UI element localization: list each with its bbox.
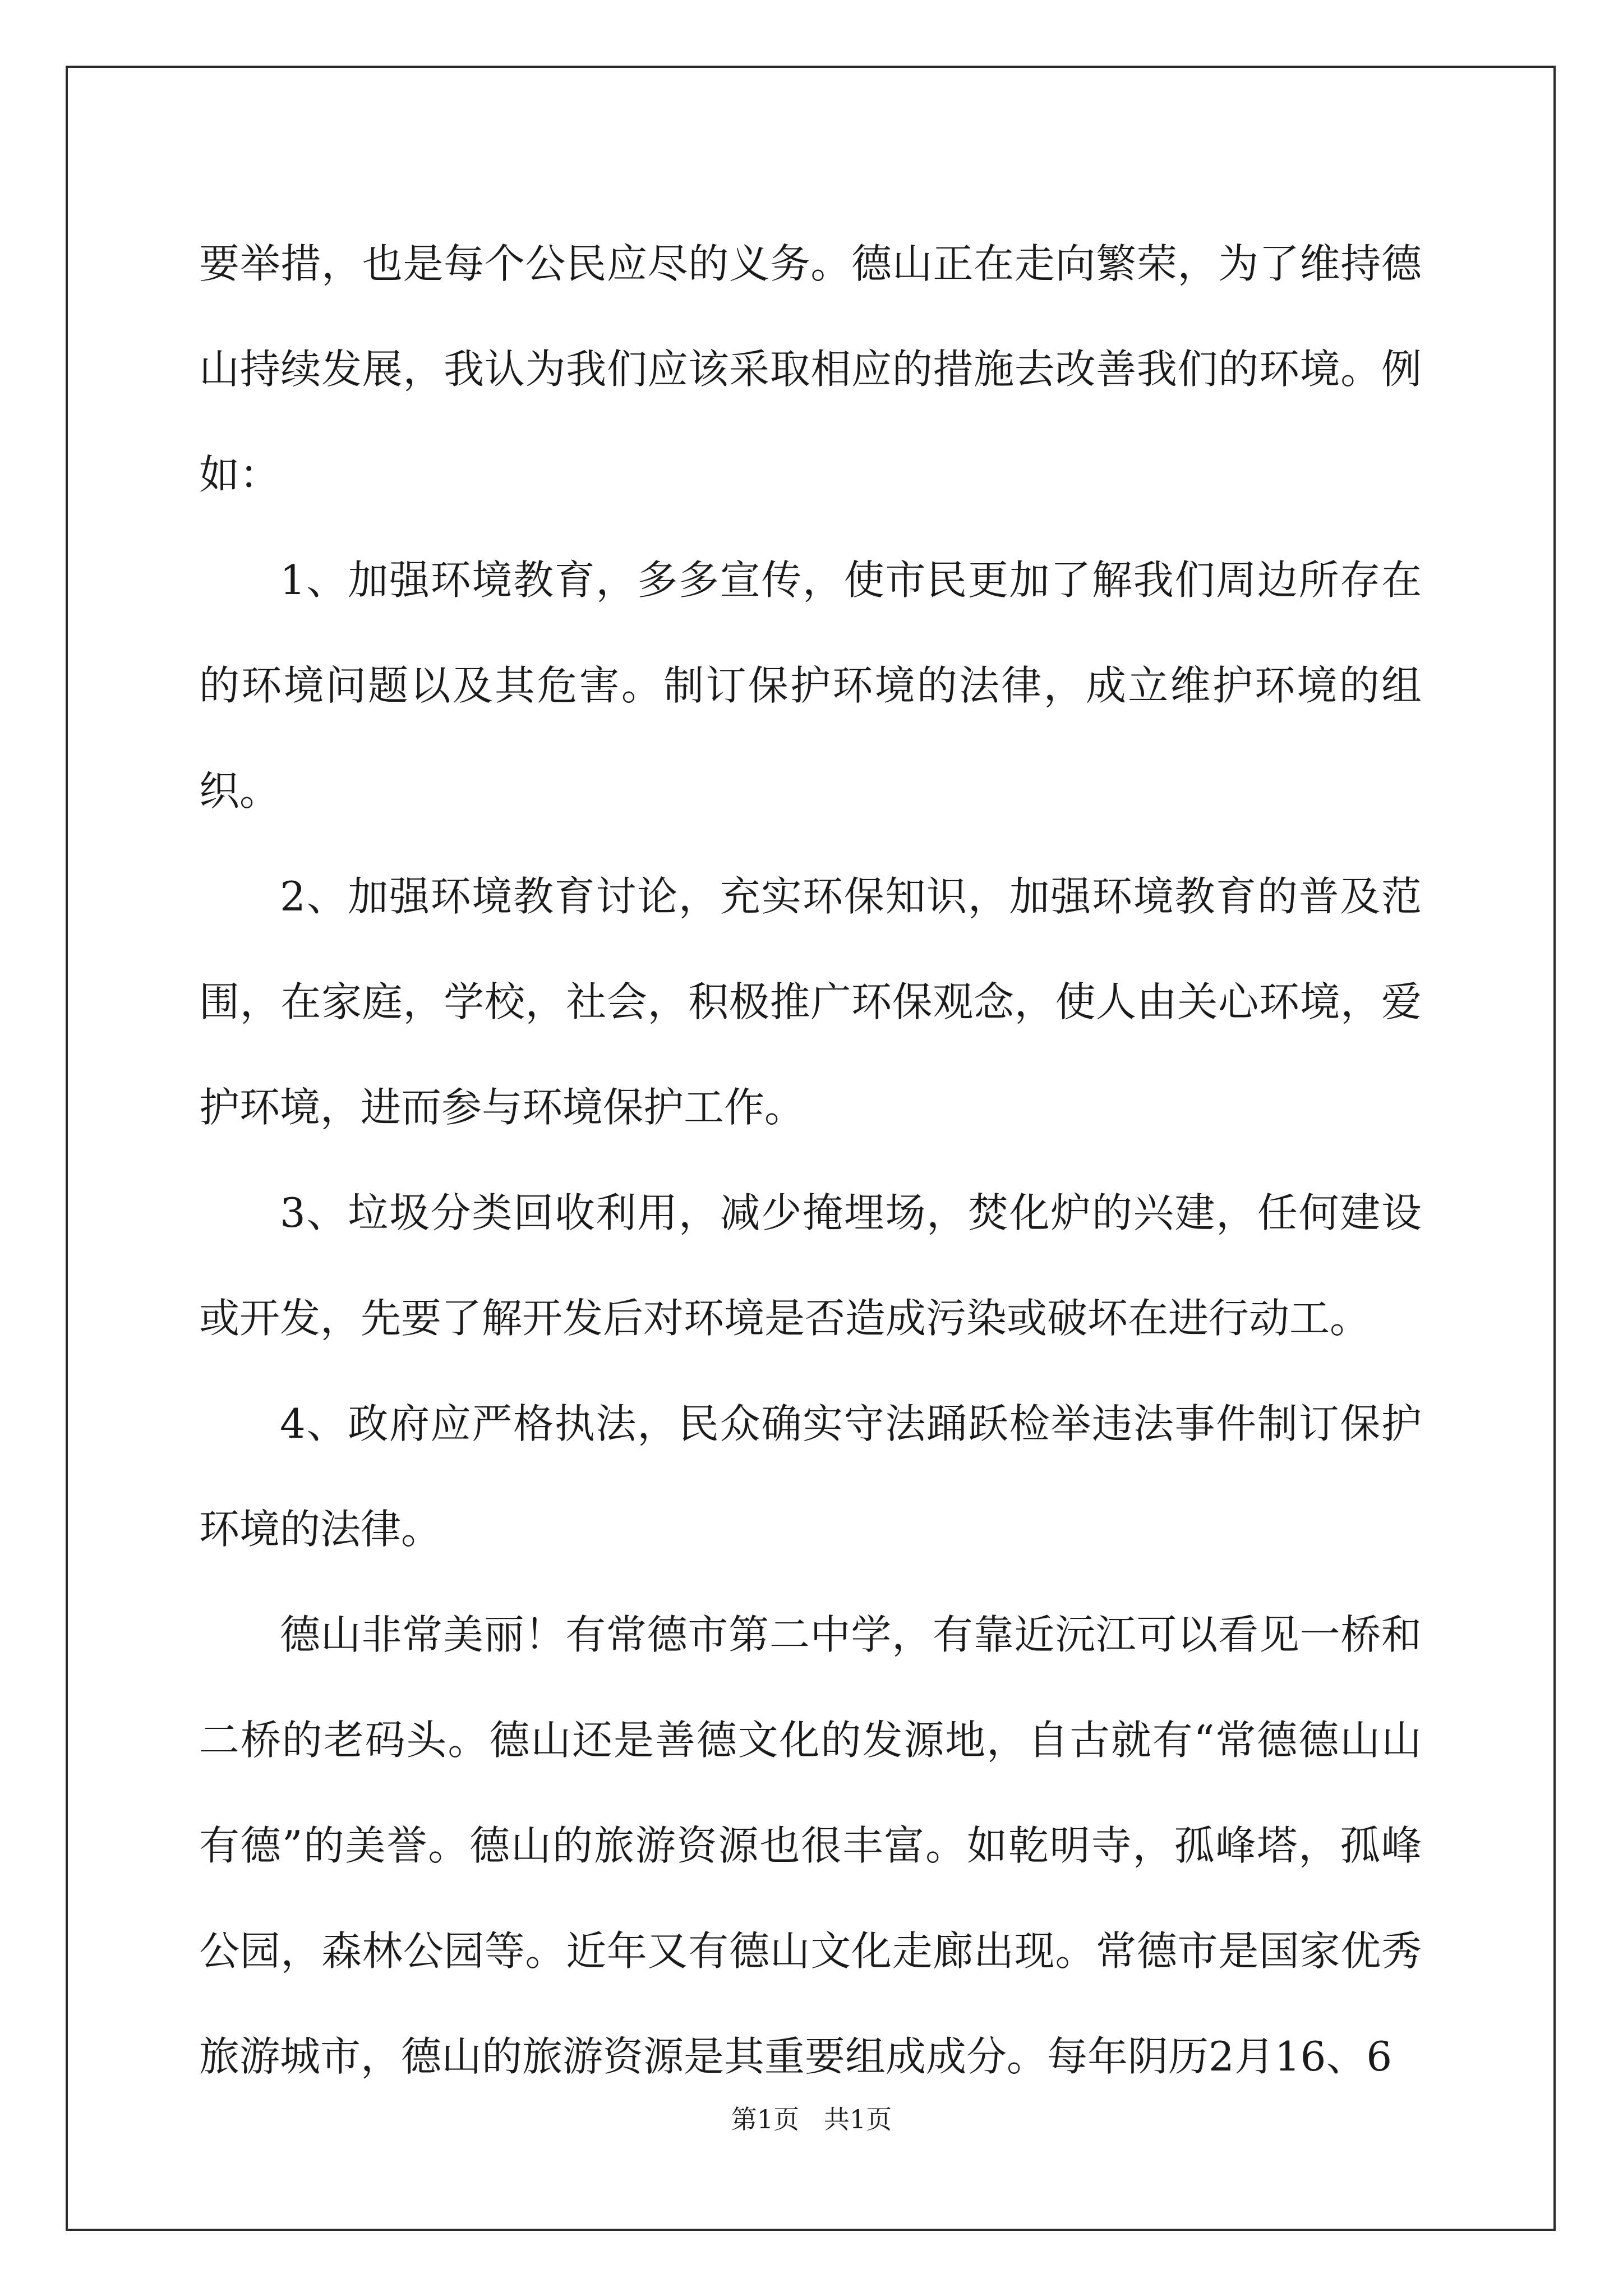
paragraph-intro: 要举措，也是每个公民应尽的义务。德山正在走向繁荣，为了维持德山持续发展，我认为我们应该采取相应的措施去改善我们的环境。例如： xyxy=(199,240,1422,498)
document-body xyxy=(199,211,1422,2109)
page-number-footer: 第1页 共1页 xyxy=(731,2104,892,2134)
paragraph-item-2: 2、加强环境教育讨论，充实环保知识，加强环境教育的普及范围，在家庭，学校，社会，积极推广环保观念，使人由关心环境，爱护环境，进而参与环境保护工作。 xyxy=(199,873,1422,1131)
paragraph-item-3: 3、垃圾分类回收利用，减少掩埋场，焚化炉的兴建，任何建设或开发，先要了解开发后对环境是否造成污染或破坏在进行动工。 xyxy=(199,1189,1422,1342)
paragraph-item-1: 1、加强环境教育，多多宣传，使市民更加了解我们周边所存在的环境问题以及其危害。制订保护环境的法律，成立维护环境的组织。 xyxy=(199,556,1422,815)
paragraph-deshan: 德山非常美丽！有常德市第二中学，有靠近沅江可以看见一桥和二桥的老码头。德山还是善德文化的发源地，自古就有“常德德山山有德”的美誉。德山的旅游资源也很丰富。如乾明寺，孤峰塔，孤峰公园，森林公园等。近年又有德山文化走廊出现。常德市是国家优秀旅游城市，德山的旅游资源是其重要组成成分。每年阴历2月16、6 xyxy=(199,1611,1422,2080)
paragraph-item-4: 4、政府应严格执法，民众确实守法踊跃检举违法事件制订保护环境的法律。 xyxy=(199,1400,1422,1553)
